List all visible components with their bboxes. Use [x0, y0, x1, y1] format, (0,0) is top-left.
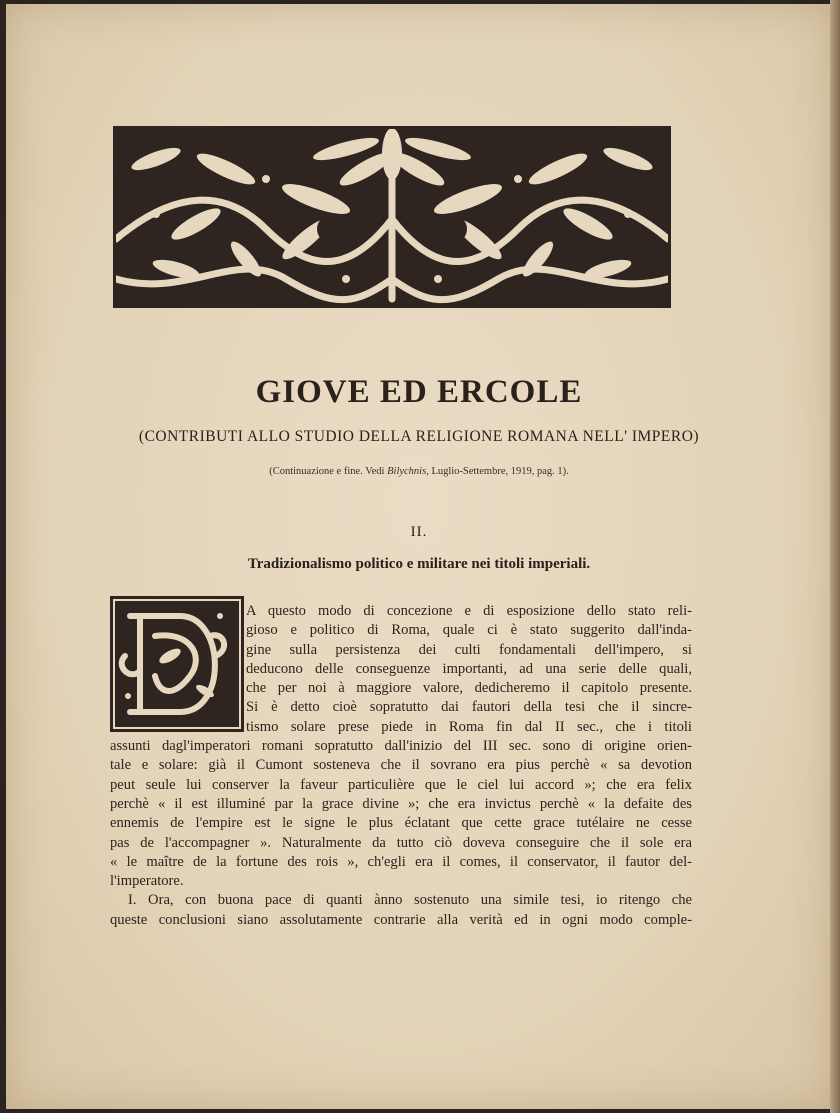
text-line: perchè « il est illuminé par la grace divine »; che era invictus perchè « la defaite des [110, 795, 692, 812]
section-heading: Tradizionalismo politico e militare nei titoli imperiali. [247, 556, 591, 572]
text-line: deducono delle conseguenze importanti, ad una serie delle quali, [246, 660, 692, 677]
text-line: assunti dagl'imperatori romani sopratutto dall'inizio del III sec. sono di origine orien- [110, 738, 692, 755]
section-number: II. [410, 524, 428, 540]
text-line: pas de l'accompagner ». Naturalmente da tutto ciò doveva conseguire che il sole era [110, 834, 692, 851]
text-line: Si è detto cioè sopratutto dai fautori della tesi che il sincre- [246, 699, 692, 716]
paragraph-2 [110, 891, 692, 930]
text-line: che per noi à maggiore valore, dedicheremo il capitolo presente. [246, 680, 692, 697]
note-text-after: , Luglio-Settembre, 1919, pag. 1). [426, 466, 569, 477]
text-line: gioso e politico di Roma, quale ci è stato suggerito dall'inda- [246, 622, 692, 639]
text-line: tale e solare: già il Cumont sosteneva che il sovrano era pius perchè « sa devotion [110, 757, 692, 774]
paragraph-1 [110, 602, 692, 891]
text-line: queste conclusioni siano assolutamente contrarie alla verità ed in ogni modo comple- [110, 911, 692, 928]
page-edge [830, 0, 840, 1113]
text-line: « le maître de la fortune des rois », ch'egli era il comes, il conservator, il fautor del- [110, 853, 692, 870]
text-line: l'imperatore. [110, 873, 184, 890]
article-title: GIOVE ED ERCOLE [255, 374, 583, 410]
foliage-ornament-icon [116, 129, 668, 305]
text-line: I. Ora, con buona pace di quanti ànno sostenuto una simile tesi, io ritengo che [128, 892, 692, 909]
ornamental-headpiece [113, 126, 671, 308]
text-line: ennemis de l'empire est le signe le plus éclatant que cette grace tutélaire ne cesse [110, 815, 692, 832]
continuation-note [6, 466, 832, 477]
article-body [110, 602, 692, 930]
note-text-before: (Continuazione e fine. Vedi [269, 466, 388, 477]
book-page [6, 4, 832, 1109]
article-subtitle: (CONTRIBUTI ALLO STUDIO DELLA RELIGIONE ROMANA NELL' IMPERO) [138, 428, 700, 445]
text-line: gine sulla persistenza dei culti fondamentali dell'impero, si [246, 641, 692, 658]
text-line: tismo solare prese piede in Roma fin dal II sec., che i titoli [246, 718, 692, 735]
journal-name: Bilychnis [387, 466, 427, 477]
text-line: A questo modo di concezione e di esposizione dello stato reli- [246, 603, 692, 619]
text-line: peut seule lui conserver la faveur particulière que le ciel lui accord »; che era felix [110, 776, 692, 793]
